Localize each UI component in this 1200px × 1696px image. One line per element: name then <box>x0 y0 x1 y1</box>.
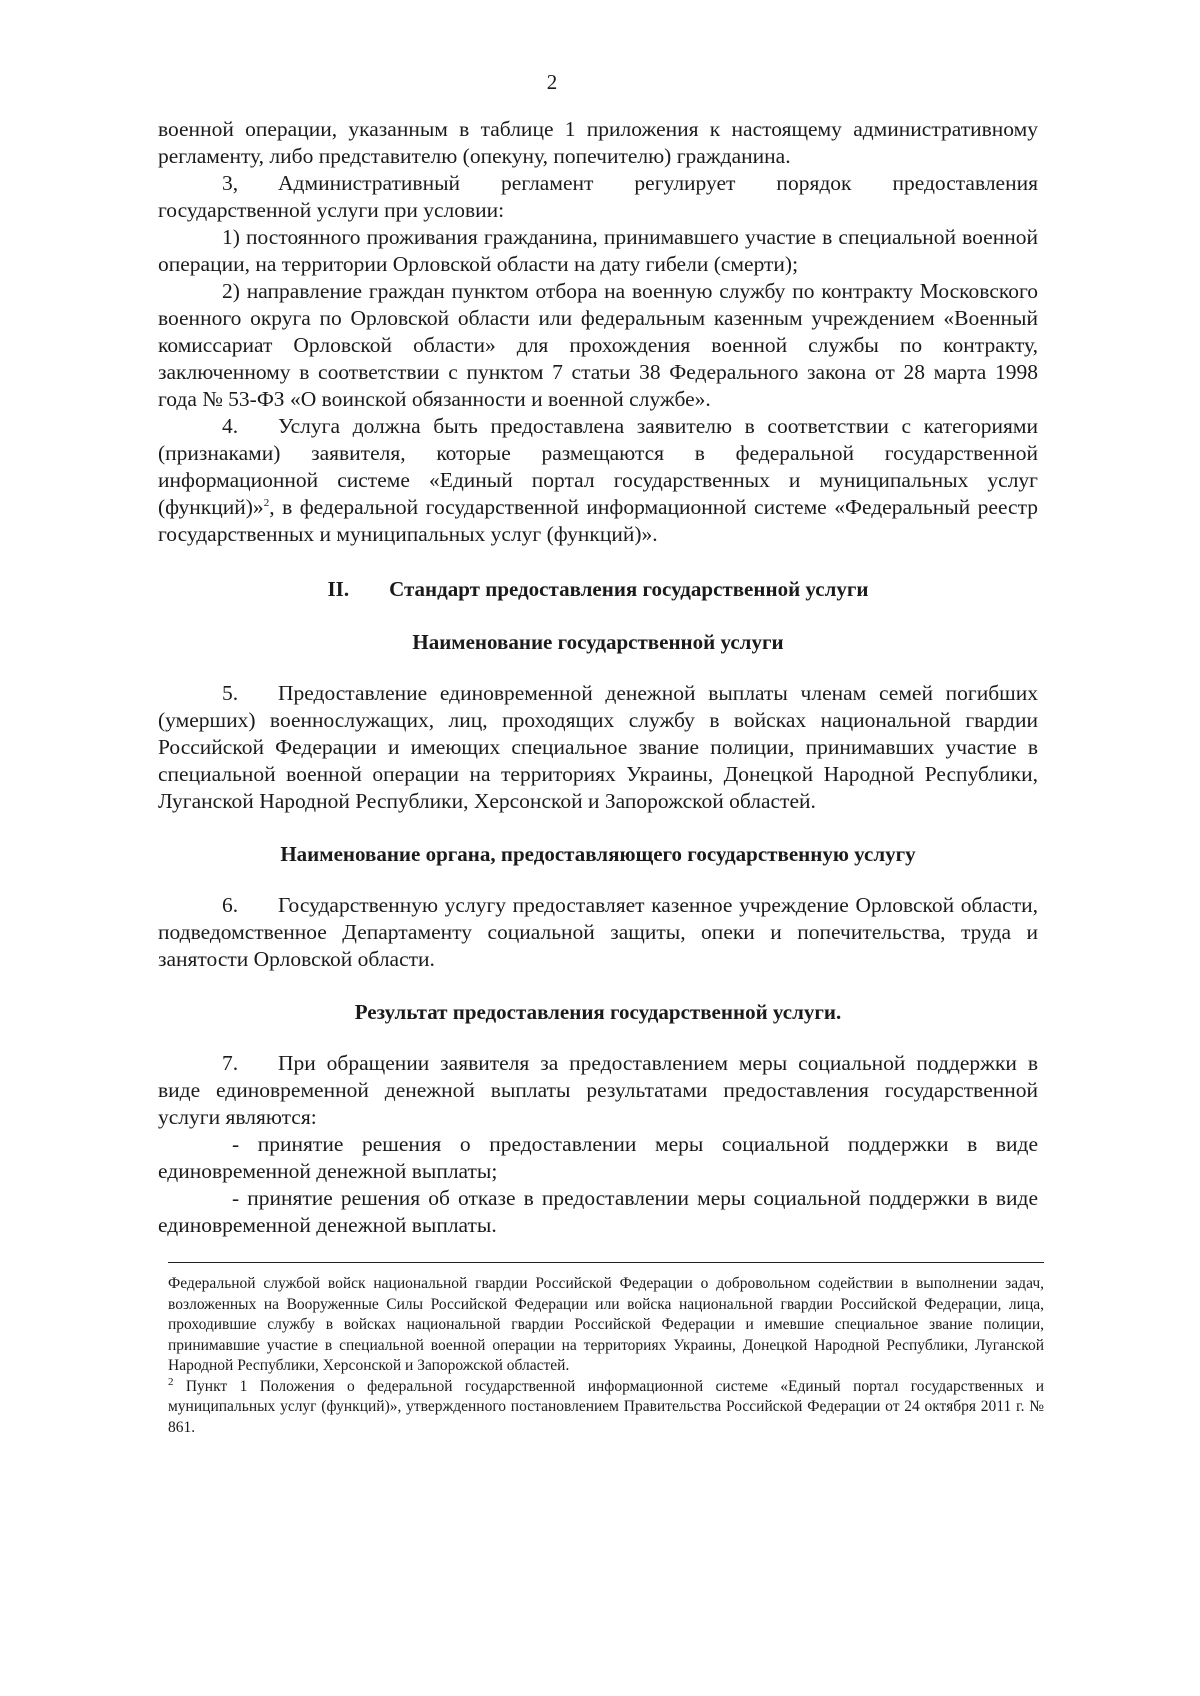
paragraph-continuation: военной операции, указанным в таблице 1 приложения к настоящему административному регламенту, либо представителю (опекуну, попечителю) гражданина. <box>158 117 1038 168</box>
footnote-continuation: Федеральной службой войск национальной гвардии Российской Федерации о добровольном содействии в выполнении задач, возложенных на Вооруженные Силы Российской Федерации или войска национальной гвардии Российской Федерации, лица, проходившие службу в войсках национальной гвардии Российской Федерации и имевшие специальное звание полиции, принимавшие участие в специальной военной операции на территориях Украины, Донецкой Народной Республики, Луганской Народной Республики, Херсонской и Запорожской областей. <box>168 1275 1044 1374</box>
paragraph-number: 3, <box>222 171 239 195</box>
subheading-result: Результат предоставления государственной услуги. <box>354 1000 842 1024</box>
section-number: II. <box>327 577 350 601</box>
paragraph-text: Государственную услугу предоставляет казенное учреждение Орловской области, подведомственное Департаменту социальной защиты, опеки и попечительства, труда и занятости Орловской области. <box>158 893 1038 971</box>
paragraph-text: Услуга должна быть предоставлена заявителю в соответствии с категориями (признаками) заявителя, которые размещаются в федеральной государственной информационной системе «Единый портал государственных и муниципальных услуг (функций)» <box>158 414 1038 519</box>
list-item: - принятие решения о предоставлении меры социальной поддержки в виде единовременной денежной выплаты; <box>158 1132 1038 1183</box>
footnote-text: Пункт 1 Положения о федеральной государственной информационной системе «Единый портал государственных и муниципальных услуг (функций)», утвержденного постановлением Правительства Российской Федерации от 24 октября 2011 г. № 861. <box>168 1377 1044 1436</box>
paragraph-text: Административный регламент регулирует порядок предоставления государственной услуги при условии: <box>158 171 1038 222</box>
section-heading <box>158 576 1038 603</box>
paragraph-number: 5. <box>222 681 239 705</box>
subheading-organ: Наименование органа, предоставляющего государственную услугу <box>280 842 916 866</box>
paragraph-text: Предоставление единовременной денежной выплаты членам семей погибших (умерших) военнослужащих, лиц, проходящих службу в войсках национальной гвардии Российской Федерации и имеющих специальное звание полиции, принимавших участие в специальной военной операции на территориях Украины, Донецкой Народной Республики, Луганской Народной Республики, Херсонской и Запорожской областей. <box>158 681 1038 813</box>
paragraph-3 <box>158 170 1038 224</box>
page-number: 2 <box>546 70 558 94</box>
paragraph-text: При обращении заявителя за предоставлением меры социальной поддержки в виде единовременной денежной выплаты результатами предоставления государственной услуги являются: <box>158 1051 1038 1129</box>
list-item: 2) направление граждан пунктом отбора на военную службу по контракту Московского военного округа по Орловской области или федеральным казенным учреждением «Военный комиссариат Орловской области» для прохождения военной службы по контракту, заключенному в соответствии с пунктом 7 статьи 38 Федерального закона от 28 марта 1998 года № 53-ФЗ «О воинской обязанности и военной службе». <box>158 279 1038 411</box>
subheading-service-name: Наименование государственной услуги <box>412 630 784 654</box>
footnote-2 <box>168 1377 1044 1439</box>
document-body <box>158 116 1038 1239</box>
list-item: 1) постоянного проживания гражданина, принимавшего участие в специальной военной операции, на территории Орловской области на дату гибели (смерти); <box>158 225 1038 276</box>
footnote-mark: 2 <box>168 1375 174 1388</box>
paragraph-7 <box>158 1050 1038 1131</box>
section-title: Стандарт предоставления государственной услуги <box>389 577 869 601</box>
paragraph-number: 7. <box>222 1051 239 1075</box>
paragraph-4 <box>158 413 1038 548</box>
footnote-divider <box>168 1262 1044 1263</box>
footnotes <box>168 1274 1044 1438</box>
paragraph-number: 6. <box>222 893 239 917</box>
footnote-ref: 2 <box>263 496 270 509</box>
paragraph-5 <box>158 680 1038 815</box>
paragraph-6 <box>158 892 1038 973</box>
paragraph-number: 4. <box>222 414 239 438</box>
list-item: - принятие решения об отказе в предоставлении меры социальной поддержки в виде единовременной денежной выплаты. <box>158 1186 1038 1237</box>
paragraph-text: , в федеральной государственной информационной системе «Федеральный реестр государственных и муниципальных услуг (функций)». <box>158 495 1038 546</box>
